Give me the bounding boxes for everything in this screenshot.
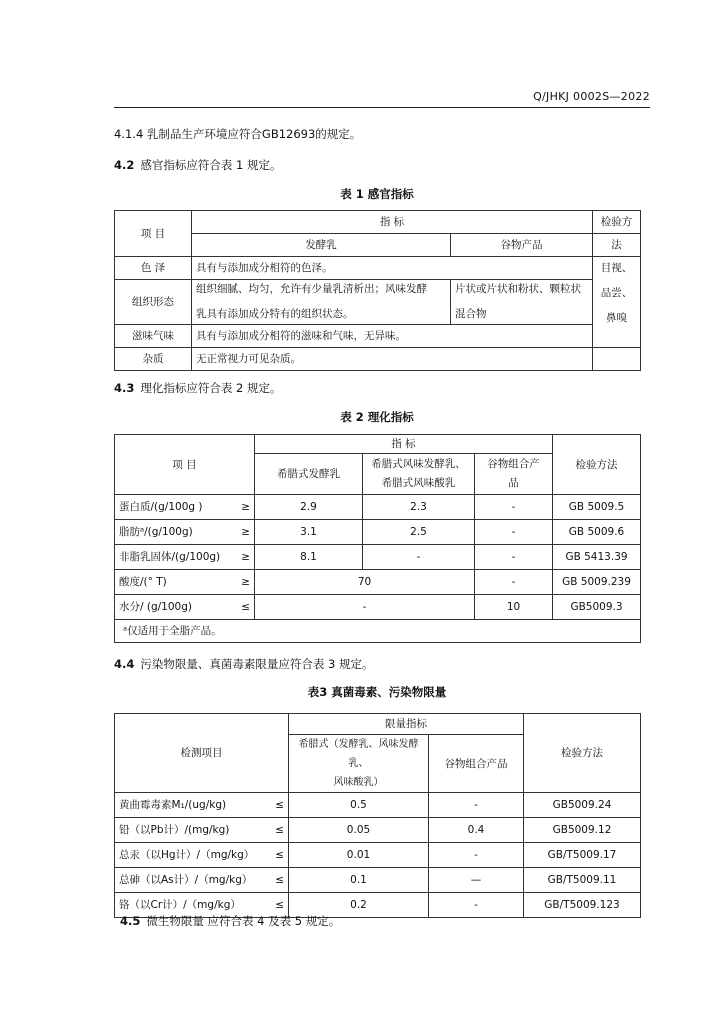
t2-row-protein-flavor: 2.3 (363, 495, 475, 520)
t3-row-mercury-method: GB/T5009.17 (524, 843, 641, 868)
clause-4-1-4: 4.1.4 乳制品生产环境应符合GB12693的规定。 (114, 127, 362, 141)
t3-item-op: ≤ (275, 799, 284, 811)
t2-header-greek: 希腊式发酵乳 (255, 454, 363, 495)
t3-row-mercury-item (115, 843, 289, 868)
t3-item-label: 铬（以Cr计）/（mg/kg） (119, 899, 241, 911)
t2-header-grain-line: 品 (508, 477, 519, 489)
t2-header-grain-line: 谷物组合产 (487, 458, 540, 470)
t3-item-op: ≤ (275, 849, 284, 861)
table3-caption: 表3 真菌毒素、污染物限量 (307, 685, 447, 699)
t2-item-label: 非脂乳固体/(g/100g) (119, 551, 221, 563)
t1-header-method-2: 法 (593, 234, 641, 257)
t2-row-fat-greek: 3.1 (255, 520, 363, 545)
clause-text: 微生物限量 应符合表 4 及表 5 规定。 (146, 914, 341, 928)
t2-row-protein-method: GB 5009.5 (553, 495, 641, 520)
t2-row-fat-item (115, 520, 255, 545)
t2-item-op: ≥ (241, 501, 250, 513)
t2-row-moisture-grain: 10 (475, 595, 553, 620)
standard-code: Q/JHKJ 0002S—2022 (533, 90, 650, 103)
t2-row-snf-item (115, 545, 255, 570)
clause-4-3 (114, 380, 282, 396)
clause-number: 4.5 (120, 914, 141, 928)
t3-row-lead-greek: 0.05 (289, 818, 429, 843)
clause-number: 4.3 (114, 381, 135, 395)
clause-4-4 (114, 656, 374, 672)
t2-item-op: ≥ (241, 551, 250, 563)
t2-header-index: 指 标 (255, 435, 553, 454)
t2-item-op: ≥ (241, 526, 250, 538)
t1-header-method-1: 检验方 (593, 211, 641, 234)
table1-caption: 表 1 感官指标 (340, 187, 414, 201)
t1-row-texture-grain (451, 280, 593, 325)
t3-row-aflatoxin-greek: 0.5 (289, 793, 429, 818)
t3-header-limit: 限量指标 (289, 714, 524, 735)
t1-empty-cell (593, 348, 641, 371)
t3-row-lead-method: GB5009.12 (524, 818, 641, 843)
t2-item-label: 水分/ (g/100g) (119, 601, 192, 613)
t3-row-mercury-greek: 0.01 (289, 843, 429, 868)
t2-header-item: 项 目 (115, 435, 255, 495)
t2-row-moisture-method: GB5009.3 (553, 595, 641, 620)
t3-item-label: 铅（以Pb计）/(mg/kg) (119, 824, 230, 836)
t3-row-chromium-greek: 0.2 (289, 893, 429, 918)
t2-row-protein-greek: 2.9 (255, 495, 363, 520)
t3-item-label: 黄曲霉毒素M₁/(ug/kg) (119, 799, 227, 811)
clause-text: 污染物限量、真菌毒素限量应符合表 3 规定。 (140, 657, 374, 671)
t3-row-arsenic-method: GB/T5009.11 (524, 868, 641, 893)
t1-method-line: 目视、 (600, 262, 633, 274)
t2-row-snf-grain: - (475, 545, 553, 570)
t2-row-acidity-item (115, 570, 255, 595)
t1-row-taste-item: 滋味气味 (115, 325, 192, 348)
t3-row-arsenic-item (115, 868, 289, 893)
t3-row-arsenic-grain: — (429, 868, 524, 893)
t1-header-ferment: 发酵乳 (192, 234, 451, 257)
t2-item-label: 蛋白质/(g/100g ) (119, 501, 203, 513)
t2-header-method: 检验方法 (553, 435, 641, 495)
header-rule (114, 107, 650, 108)
t1-method-line: 鼻嗅 (606, 312, 627, 324)
t3-row-aflatoxin-method: GB5009.24 (524, 793, 641, 818)
t3-row-arsenic-greek: 0.1 (289, 868, 429, 893)
t3-row-mercury-grain: - (429, 843, 524, 868)
t1-row-texture-item: 组织形态 (115, 280, 192, 325)
t2-row-moisture-merged: - (255, 595, 475, 620)
t1-texture-desc-line: 乳具有添加成分特有的组织状态。 (196, 308, 354, 320)
t2-row-acidity-grain: - (475, 570, 553, 595)
t2-footnote: ᵃ仅适用于全脂产品。 (115, 620, 641, 643)
t3-row-chromium-grain: - (429, 893, 524, 918)
t3-item-op: ≤ (275, 899, 284, 911)
physicochemical-table (114, 434, 641, 643)
t2-header-flavor-line: 希腊式风味酸乳 (381, 477, 456, 489)
clause-text: 感官指标应符合表 1 规定。 (140, 158, 282, 172)
t2-row-fat-method: GB 5009.6 (553, 520, 641, 545)
t1-texture-desc-line: 组织细腻、均匀，允许有少量乳清析出；风味发酵 (196, 283, 427, 295)
clause-number: 4.4 (114, 657, 135, 671)
t2-header-grain (475, 454, 553, 495)
t3-item-label: 总汞（以Hg计）/（mg/kg） (119, 849, 255, 861)
t3-row-aflatoxin-grain: - (429, 793, 524, 818)
t2-row-snf-method: GB 5413.39 (553, 545, 641, 570)
t3-item-label: 总砷（以As计）/（mg/kg） (119, 874, 253, 886)
clause-number: 4.2 (114, 158, 135, 172)
t3-row-chromium-method: GB/T5009.123 (524, 893, 641, 918)
t2-row-snf-flavor: - (363, 545, 475, 570)
t2-item-op: ≤ (241, 601, 250, 613)
t1-header-index: 指 标 (192, 211, 593, 234)
clause-4-2 (114, 157, 282, 173)
t3-header-greek-line: 希腊式（发酵乳、风味发酵乳、 (298, 739, 419, 769)
clause-text: 理化指标应符合表 2 规定。 (140, 381, 282, 395)
t1-method-cell (593, 257, 641, 348)
t2-row-acidity-merged: 70 (255, 570, 475, 595)
t1-row-texture-desc (192, 280, 451, 325)
t1-row-color-desc: 具有与添加成分相符的色泽。 (192, 257, 593, 280)
t1-row-taste-desc: 具有与添加成分相符的滋味和气味，无异味。 (192, 325, 593, 348)
t1-header-grain: 谷物产品 (451, 234, 593, 257)
t1-row-color-item: 色 泽 (115, 257, 192, 280)
t1-row-impurity-item: 杂质 (115, 348, 192, 371)
t2-item-label: 酸度/(° T) (119, 576, 167, 588)
clause-4-5 (120, 913, 340, 929)
t2-item-label: 脂肪ᵃ/(g/100g) (119, 526, 193, 538)
t3-header-item: 检测项目 (115, 714, 289, 793)
t3-row-aflatoxin-item (115, 793, 289, 818)
t3-header-greek-line: 风味酸乳） (333, 777, 384, 788)
t3-header-grain: 谷物组合产品 (429, 735, 524, 793)
table2-caption: 表 2 理化指标 (340, 410, 414, 424)
t1-header-item: 项 目 (115, 211, 192, 257)
t2-header-flavor-line: 希腊式风味发酵乳、 (371, 458, 466, 470)
t2-row-fat-flavor: 2.5 (363, 520, 475, 545)
t1-row-impurity-desc: 无正常视力可见杂质。 (192, 348, 593, 371)
t3-item-op: ≤ (275, 824, 284, 836)
t3-header-greek (289, 735, 429, 793)
t2-item-op: ≥ (241, 576, 250, 588)
t2-header-flavor (363, 454, 475, 495)
t3-row-lead-item (115, 818, 289, 843)
sensory-table (114, 210, 641, 371)
t2-row-moisture-item (115, 595, 255, 620)
t3-header-method: 检验方法 (524, 714, 641, 793)
t3-item-op: ≤ (275, 874, 284, 886)
t2-row-protein-item (115, 495, 255, 520)
t2-row-fat-grain: - (475, 520, 553, 545)
contaminant-table (114, 713, 641, 918)
t1-texture-grain-line: 片状或片状和粉状、颗粒状 (455, 283, 581, 295)
t3-row-lead-grain: 0.4 (429, 818, 524, 843)
t1-method-line: 品尝、 (600, 287, 633, 299)
t2-row-protein-grain: - (475, 495, 553, 520)
t1-texture-grain-line: 混合物 (455, 308, 487, 320)
t2-row-snf-greek: 8.1 (255, 545, 363, 570)
t2-row-acidity-method: GB 5009.239 (553, 570, 641, 595)
